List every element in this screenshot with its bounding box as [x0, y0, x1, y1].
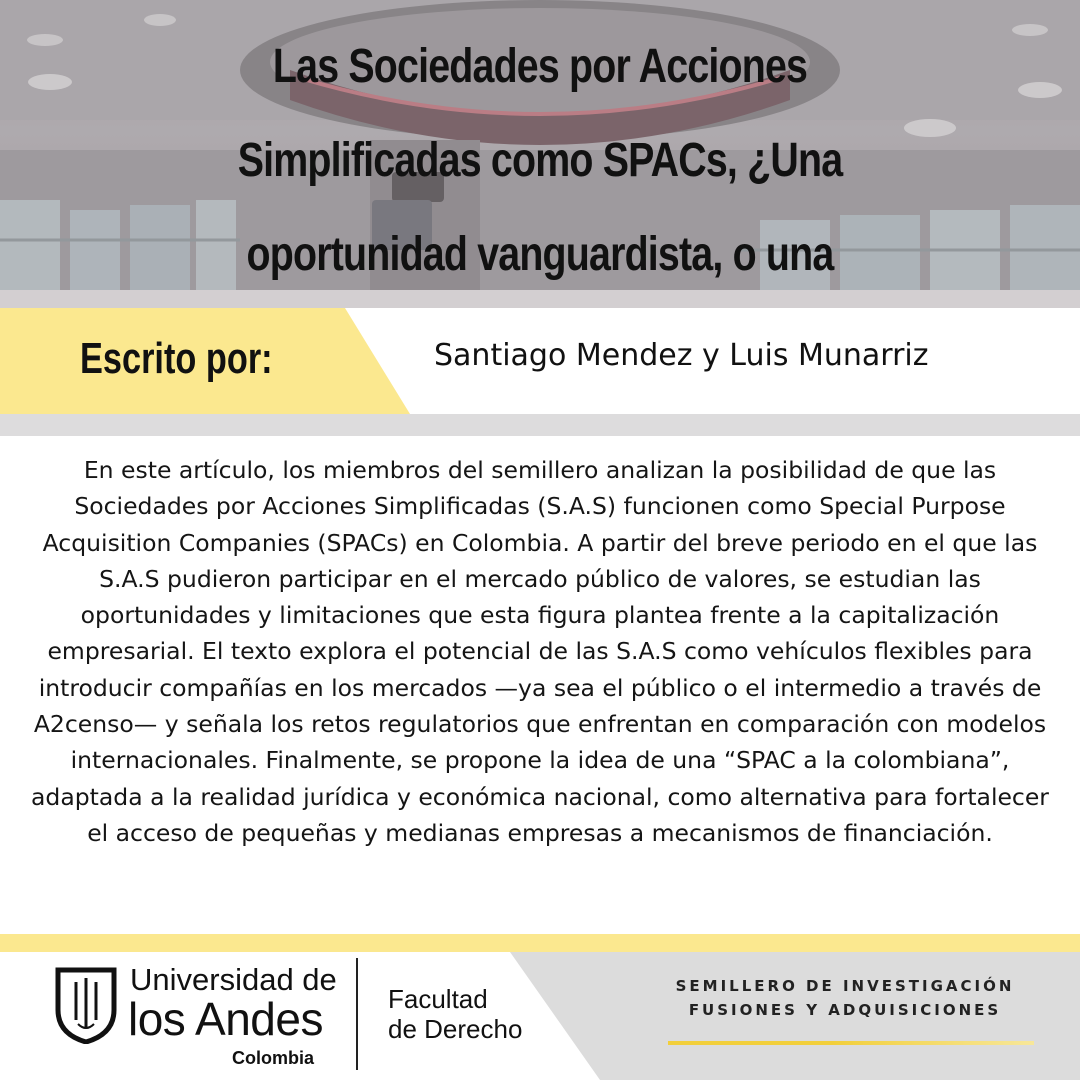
- semillero-underline: [668, 1041, 1034, 1045]
- semillero-line1: SEMILLERO DE INVESTIGACIÓN: [675, 977, 1015, 995]
- university-country: Colombia: [232, 1048, 315, 1068]
- author-divider-strip: [0, 414, 1080, 436]
- article-summary: En este artículo, los miembros del semillero analizan la posibilidad de que las Sociedades por Acciones Simplificadas (S.A.S) funcionen como Special Purpose Acquisition Companies (SPACs) en Colombia. A partir del breve periodo en el que las S.A.S pudieron participar en el mercado público de valores, se estudian las oportunidades y limitaciones que esta figura plantea frente a la capitalización empresarial. El texto explora el potencial de las S.A.S como vehículos flexibles para introducir compañías en los mercados —ya sea el público o el intermedio a través de A2censo— y señala los retos regulatorios que enfrentan en comparación con modelos internacionales. Finalmente, se propone la idea de una “SPAC a la colombiana”, adaptada a la realidad jurídica y económica nacional, como alternativa para fortalecer el acceso de pequeñas y medianas empresas a mecanismos de financiación.: [31, 456, 1049, 847]
- footer-accent-strip: [0, 934, 1080, 952]
- article-title: Las Sociedades por Acciones Simplificadas como SPACs, ¿Una oportunidad vanguardista, o una: [237, 40, 843, 281]
- faculty-line1: Facultad: [388, 984, 488, 1014]
- header-divider-strip: [0, 290, 1080, 308]
- university-name-line2: los Andes: [128, 993, 323, 1045]
- author-label: Escrito por:: [80, 334, 273, 383]
- footer: [0, 952, 1080, 1080]
- logo-divider: [356, 958, 358, 1070]
- university-crest-icon: [54, 964, 118, 1044]
- faculty-line2: de Derecho: [388, 1014, 523, 1044]
- header-banner: [0, 0, 1080, 290]
- author-names: Santiago Mendez y Luis Munarriz: [434, 338, 929, 373]
- university-name-line1: Universidad de: [130, 962, 337, 997]
- semillero-line2: FUSIONES Y ADQUISICIONES: [688, 1001, 1002, 1019]
